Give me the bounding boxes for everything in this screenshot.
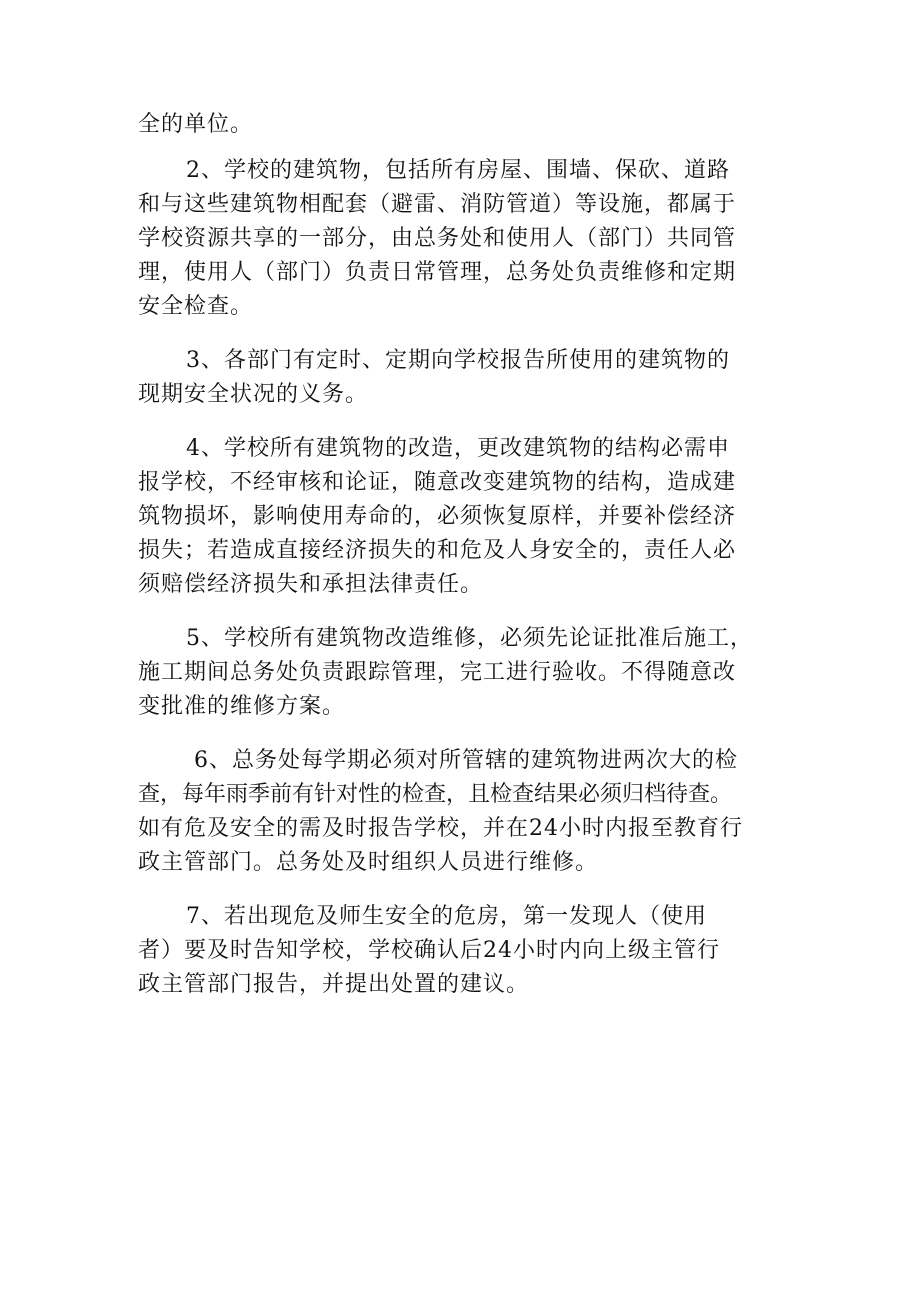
paragraph-item-3 [138,344,788,412]
text-line: 和与这些建筑物相配套（避雷、消防管道）等设施，都属于 [138,192,737,217]
text-line: 2、学校的建筑物，包括所有房屋、围墙、保砍、道路 [186,158,730,183]
text-line: 筑物损坏，影响使用寿命的，必须恢复原样，并要补偿经济 [138,504,737,529]
text-line: 损失；若造成直接经济损失的和危及人身安全的，责任人必 [138,538,737,563]
paragraph-item-7 [138,900,788,1002]
text-line: 全的单位。 [138,112,254,137]
text-line: 7、若出现危及师生安全的危房，第一发现人（使用 [186,904,707,929]
text-line: 4、学校所有建筑物的改造，更改建筑物的结构必需申 [186,436,730,461]
text-line: 理，使用人（部门）负责日常管理，总务处负责维修和定期 [138,260,737,285]
document-body [138,108,788,1002]
text-line: 政主管部门。总务处及时组织人员进行维修。 [138,850,599,875]
paragraph-item-2 [138,154,788,324]
text-line: 报学校，不经审核和论证，随意改变建筑物的结构，造成建 [138,470,737,495]
text-line: 5、学校所有建筑物改造维修，必须先论证批准后施工， [186,626,753,651]
text-line: 安全检查。 [138,294,254,319]
paragraph-item-6 [138,744,788,880]
paragraph-item-5 [138,622,788,724]
text-line: 学校资源共享的一部分，由总务处和使用人（部门）共同管 [138,226,737,251]
text-line: 查，每年雨季前有针对性的检查，且检查结果必须归档待查。 [138,782,733,807]
text-line: 者）要及时告知学校，学校确认后24小时内向上级主管行 [138,938,720,963]
text-line: 6、总务处每学期必须对所管辖的建筑物进两次大的检 [194,748,738,773]
text-line: 如有危及安全的需及时报告学校，并在24小时内报至教育行 [138,816,743,841]
text-line: 3、各部门有定时、定期向学校报告所使用的建筑物的 [186,348,730,373]
text-line: 政主管部门报告，并提出处置的建议。 [138,972,530,997]
text-line: 变批准的维修方案。 [138,694,346,719]
paragraph-continuation [138,108,788,142]
text-line: 施工期间总务处负责跟踪管理，完工进行验收。不得随意改 [138,660,737,685]
text-line: 须赔偿经济损失和承担法律责任。 [138,572,484,597]
paragraph-item-4 [138,432,788,602]
text-line: 现期安全状况的义务。 [138,382,369,407]
